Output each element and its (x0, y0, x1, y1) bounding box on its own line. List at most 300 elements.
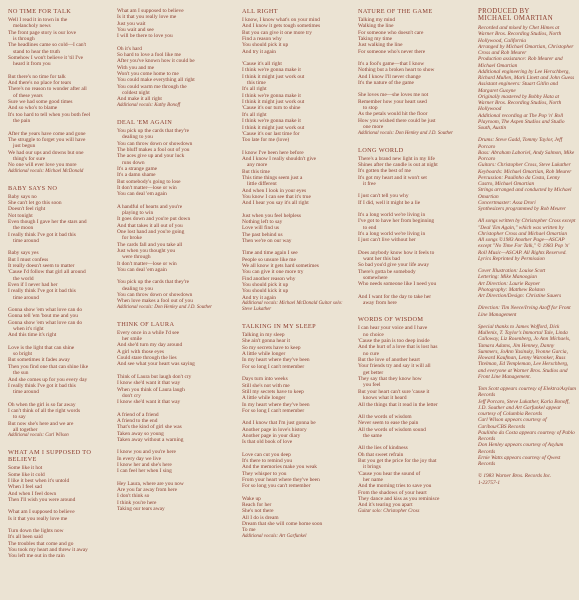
credit-line: Photography: Matthew Rolston (478, 286, 545, 293)
song-title: TALKING IN MY SLEEP (242, 323, 316, 331)
lyric-line: It's a damn shame (117, 172, 156, 179)
credits-heading: PRODUCED BY (478, 8, 530, 15)
credit-line: Arranged by Michael Omartian, Christopher Cross and Rob Meurer (478, 43, 574, 56)
lyric-line: coldest night (122, 90, 150, 97)
lyric-line: You can give it one more try (242, 269, 304, 276)
credit-line: Keyboards: Michael Omartian, Rob Meurer (478, 168, 572, 175)
lyric-line: Oh that sweet refrain (358, 451, 404, 458)
lyric-line: In every day we live (117, 455, 162, 462)
song-spacer (117, 311, 227, 321)
lyric-line: But somebody's going to lose (117, 178, 181, 185)
lyric-line: Baby says yes (8, 250, 39, 257)
lyric-line: When I feel sad (8, 484, 42, 491)
lyric-line: And that takes it all out of you (117, 222, 183, 229)
lyric-line: The aces give up and your luck (117, 153, 185, 160)
lyric-line: It don't matter—lose or win (117, 184, 177, 191)
lyric-line: so bright (13, 351, 33, 358)
lyric-line: Won't you come home to me (117, 71, 179, 78)
lyric-line: heard it from you (13, 61, 51, 68)
lyric-line: I will be there to love you (117, 33, 173, 40)
lyric-line: I like it best when it's untold (8, 477, 70, 484)
lyric-line: knows what it heard (363, 395, 407, 402)
lyric-line: Then we're on our way (242, 238, 292, 244)
lyric-line: Just when you feel helpless (242, 212, 301, 219)
lyric-line: Shines after the candle is out at night (358, 161, 438, 168)
song-title: DEAL 'EM AGAIN (117, 118, 173, 126)
credit-line: Percussion: Paulinho da Costa, Lenny Castro, Michael Omartian (478, 174, 560, 187)
lyric-line: Days turn into weeks (242, 376, 288, 383)
lyric-line: no choice (363, 331, 384, 338)
lyric-line: get better (363, 369, 384, 376)
lyric-line: 'Cause you hear the sound of (358, 470, 421, 477)
lyrics-column-4 (358, 8, 468, 525)
lyric-line: The past behind us (242, 231, 283, 238)
lyric-line: It don't matter—lose or win (117, 260, 177, 267)
credit-line: Synthesizers programmed by Rob Meurer (478, 206, 566, 212)
lyric-line: I know she'd want it that way (117, 380, 181, 387)
lyric-line: 'Cause it's our turn to shine (242, 105, 301, 112)
lyric-line: You wait and see (117, 27, 154, 34)
credit-line: 1-23757-1 (478, 479, 501, 486)
lyric-line: I don't think so (117, 493, 150, 500)
lyrics-column-1 (8, 8, 113, 570)
lyric-line: Does anybody know how it feels to (358, 249, 435, 256)
lyric-line: You left me out in the rain (8, 553, 65, 560)
lyric-line: any more (247, 162, 268, 169)
song-spacer (358, 306, 468, 316)
lyric-line: They say that they know how (358, 376, 422, 383)
lyric-line: the pain (13, 118, 31, 125)
lyric-line: to say (13, 414, 26, 421)
credit-line: Lettering: Mike Manoogian (478, 274, 537, 281)
song-spacer (117, 512, 227, 522)
lyric-line: It's there to remind you (242, 457, 293, 464)
lyric-line: Too late for me (love) (242, 137, 290, 144)
lyric-line: A friend to the end (117, 417, 158, 424)
lyric-line: Never seem to ease the pain (358, 420, 419, 427)
lyric-line: away from here (363, 300, 397, 307)
lyric-line: She's not there (242, 508, 274, 515)
lyric-line: They dance and kiss as you reminisce (358, 495, 440, 502)
song-title: LONG WORLD (358, 146, 404, 154)
lyric-line: Love will find us (242, 225, 279, 232)
lyric-line: I think we're gonna make it (242, 118, 301, 125)
lyric-line: You pick up the cards that they're (117, 127, 189, 134)
lyric-line: It's all right (242, 86, 267, 93)
lyric-line: A handful of hearts and you're (117, 203, 183, 210)
lyric-line: I think it might just work out (242, 73, 305, 80)
lyric-line: You could warm me through the (117, 83, 187, 90)
lyric-line: One lost hand and you're going (117, 228, 185, 235)
lyric-line: For so long I can't remember (242, 363, 305, 370)
lyric-line: the sun (13, 370, 29, 377)
lyric-line: All the lies of kindness (358, 445, 408, 452)
lyric-line: And try it again (242, 294, 276, 301)
lyric-line: A girl with those eyes (117, 348, 165, 355)
lyric-line: when it's right (13, 326, 44, 333)
lyric-line: From the shadows of your heart (358, 489, 427, 496)
lyric-line: After you've known how it could be (117, 58, 195, 65)
credit-line: Special thanks to James Wofford, Dick Mullenix, T. Taylor's Immortal Tale, Linda Calloway, Liz Rosenberg, Jo Ann Michaels, Tamara Adams, Jim Henney, Danny Summers, JoAnn Yasinsky, Yvonne Garcia, Howard Kaufman, Lenny Waronker, Russ Titelman, Ed Templeman, Lee Herschberg, and everyone at Warner Bros. Studios and Front Line Management. (478, 323, 571, 380)
lyric-line: And there's no place for tears (8, 80, 72, 87)
credit-line: Originally mastered by Bobby Hata at Warner Bros. Recording Studios, North Hollywood (478, 93, 562, 113)
lyric-line: I really think I've got it bad this (8, 231, 76, 238)
lyric-line: Remember how your heart used (358, 98, 427, 105)
lyric-line: It's a strange game (117, 165, 158, 172)
lyric-line: When you think of Laura laugh (117, 386, 185, 393)
lyric-line: For someone who doesn't care (358, 29, 424, 36)
lyric-line: Then you find one that can shine like (8, 363, 89, 370)
lyric-line: The cards fall and you take all (117, 241, 183, 248)
lyric-line: The troubles that come and go (8, 540, 74, 547)
lyric-line: Sure we had some good times (8, 99, 73, 106)
lyric-line: I really think I've got it bad this (8, 382, 76, 389)
lyric-line: I think it might just work out (242, 124, 305, 131)
lyric-line: thing's for sure (13, 155, 46, 162)
lyric-line: Gonna show 'em what love can do (8, 319, 83, 326)
lyric-line: 'Cause the pain is too deep inside (358, 338, 430, 345)
lyric-line: I know her and she's here (117, 461, 172, 468)
lyric-line: Is it that you really love me (8, 515, 68, 522)
lyric-line: You can deal 'em again (117, 191, 167, 198)
lyrics-column-2 (117, 8, 227, 522)
lyric-line: Baby says no (8, 193, 37, 200)
lyric-line: All the things that it read in the letter (358, 401, 438, 408)
lyric-line: They whisper to you (242, 470, 287, 477)
lyric-line: Doesn't feel right (8, 206, 46, 213)
song-spacer (242, 313, 354, 323)
lyric-line: Nothing left to say (242, 218, 283, 225)
song-credit: Additional vocals: Art Garfunkel (242, 533, 307, 539)
lyric-line: It really doesn't seem to matter (8, 263, 75, 269)
lyric-line: You can throw down or showdown (117, 140, 193, 147)
song-spacer (117, 109, 227, 119)
lyric-line: Just walking the line (358, 42, 403, 49)
lyric-line: Think of Laura but laugh don't cry (117, 373, 192, 380)
lyric-line: Taking our tears away (117, 506, 165, 512)
lyric-line: Talking my mind (358, 17, 396, 23)
song-title: NATURE OF THE GAME (358, 8, 433, 15)
lyric-line: And so who's to blame (8, 105, 58, 112)
song-title: NO TIME FOR TALK (8, 8, 72, 15)
lyric-line: Who needs someone like I need you (358, 281, 437, 288)
lyric-line: It's got my heart and it won't set (358, 174, 427, 181)
lyric-line: Could stare through the lies (117, 355, 177, 362)
lyric-line: Wake up (242, 495, 261, 502)
lyric-line: All I do is dream (242, 514, 279, 521)
lyric-line: to stop (363, 105, 378, 112)
lyric-line: time around (13, 294, 39, 301)
lyric-line: the same (363, 432, 383, 439)
song-spacer (8, 175, 113, 185)
song-spacer (242, 540, 354, 550)
lyric-line: And see what your heart was saying (117, 361, 195, 368)
lyric-line: Hey Laura, where are you now (117, 480, 184, 487)
lyric-line: And try it again (242, 48, 276, 55)
lyric-line: stand to hear the truth (13, 48, 61, 55)
lyric-line: And the hurt of a love that is lost has (358, 344, 438, 351)
lyric-line: As the petals would hit the floor (358, 111, 428, 118)
lyric-line: Some like it hot (8, 465, 43, 472)
song-credit: Additional vocals: Don Henley and J.D. Souther (117, 304, 213, 310)
lyric-line: want her this bad (363, 255, 400, 262)
song-credit: Additional vocals: Carl Wilson (8, 433, 69, 439)
lyric-line: were through (122, 254, 151, 261)
lyric-line: You can deal 'em again (117, 267, 167, 274)
lyric-line: Oh when the girl is so far away (8, 401, 76, 408)
lyric-line: I know, I know what's on your mind (242, 17, 320, 23)
lyric-line: Not tonight (8, 212, 33, 219)
lyric-line: So hard to love a fool like me (117, 52, 181, 59)
lyric-line: You should pick it up (242, 42, 289, 49)
lyric-line: time around (13, 389, 39, 396)
lyric-line: To me (242, 527, 256, 534)
lyric-line: Still she's not with me (242, 382, 290, 389)
lyric-line: With you and me (117, 64, 155, 71)
producer-name: MICHAEL OMARTIAN (478, 15, 554, 22)
lyric-line: Still my secrets have to keep (242, 388, 304, 395)
lyric-line: We all know it gets hard sometimes (242, 263, 319, 270)
lyric-line: And when I feel down (8, 490, 57, 497)
lyric-line: I know she'd want it that way (117, 399, 181, 406)
credit-line: All songs written by Christopher Cross except "Deal 'Em Again," which was written by Christopher Cross and Michael Omartian (478, 218, 576, 237)
lyric-line: Gonna tell 'em 'bout me and you (8, 313, 78, 320)
lyric-line: She can't let go this soon (8, 199, 62, 206)
credit-line: Direction: Tim Neece/Irving Azoff for Front Line Management (478, 305, 571, 318)
lyric-line: And make it all right (117, 96, 162, 103)
lyric-line: playing to win (122, 209, 154, 216)
lyric-line: Some like it cold (8, 471, 45, 478)
lyric-line: So my secrets have to keep (242, 344, 301, 351)
credit-line: Ernie Watts appears courtesy of Qwest Records (478, 454, 561, 467)
lyric-line: time around (13, 237, 39, 244)
lyric-line: She ain't gonna hear it (242, 338, 290, 345)
lyric-line: it brings (363, 464, 381, 471)
lyric-line: Then I'll wish you were around (8, 496, 76, 503)
lyric-line: And it's tearing you apart (358, 502, 413, 509)
lyric-line: There's gotta be somebody (358, 268, 416, 275)
song-spacer (8, 439, 113, 449)
lyric-line: There's no reason to wonder after all (8, 86, 87, 93)
lyric-line: But there's no time for talk (8, 73, 66, 80)
lyric-line: A friend of a friend (117, 411, 159, 418)
lyric-line: runs down (122, 159, 145, 166)
lyric-line: Gonna show 'em what love can do (8, 307, 83, 314)
lyric-line: All the words of wisdom (358, 413, 412, 420)
lyric-line: And she comes up for you every day (8, 376, 88, 383)
lyric-line: Find another reason why (242, 275, 296, 282)
lyric-line: Turn down the lights now (8, 528, 64, 534)
lyric-line: But the love of another heart (358, 357, 420, 364)
lyric-line: all together (13, 426, 38, 433)
lyric-line: dealing to you (122, 134, 153, 141)
lyric-line: to end (363, 224, 377, 231)
song-credit: Additional vocals: Don Henley and J.D. Souther (358, 130, 454, 136)
lyric-line: I can feel her when I sing (117, 468, 172, 475)
lyric-line: And I hear you say it's all right (242, 200, 309, 207)
credit-line: Strings arranged and conducted by Michael Omartian (478, 187, 572, 200)
lyric-line: her name (363, 476, 383, 483)
lyric-line: I can't think of all the right words (8, 407, 81, 414)
song-spacer (358, 515, 468, 525)
song-spacer (8, 560, 113, 570)
credit-line: Drums: Steve Gadd, Tommy Taylor, Jeff Porcaro (478, 137, 563, 150)
lyric-line: It goes down and you're put down (117, 216, 191, 223)
credit-line: Production assistance: Rob Meurer and Michael Omartian (478, 56, 563, 69)
lyric-line: I think we're gonna make it (242, 92, 301, 99)
lyric-line: It's the nature of the game (358, 80, 414, 87)
credit-line: Tom Scott appears courtesy of Elektra/Asylum Records (478, 386, 576, 399)
lyric-line: It's all right (242, 111, 267, 118)
lyric-line: If I did, well it might be a lie (358, 199, 421, 206)
lyric-line: don't cry (122, 392, 141, 399)
lyric-line: Talking in my sleep (242, 332, 285, 339)
lyric-line: Is that old book of love (242, 439, 293, 446)
lyric-line: the world (13, 275, 34, 282)
lyric-line: you feel (363, 382, 381, 389)
lyric-line: How you wished there could be just (358, 117, 436, 124)
credits-column (478, 8, 576, 486)
lyric-line: Taken away without a warning (117, 436, 184, 443)
lyric-line: When love makes a fool out of you (117, 298, 193, 305)
lyric-line: But sometimes it fades away (8, 357, 70, 364)
lyric-line: Even though I gave her the stars and (8, 218, 87, 225)
lyric-line: Are you far away from here (117, 486, 178, 493)
lyric-line: I know I've been here before (242, 149, 304, 156)
song-title: BABY SAYS NO (8, 184, 58, 192)
lyric-line: A little while longer (242, 351, 286, 358)
lyric-line: But your heart can't sure 'cause it (358, 388, 430, 395)
lyric-line: People so unsure like me (242, 256, 296, 263)
lyric-line: And I want for the day to take her (358, 293, 432, 300)
lyric-line: You can throw down or showdown (117, 292, 193, 299)
lyric-line: From your heart where they've been (242, 476, 320, 483)
lyric-line: dealing to you (122, 285, 153, 292)
lyric-line: All the words of wisdom sound (358, 426, 426, 433)
lyric-line: For someone who's never there (358, 48, 426, 55)
credit-line: Don Henley appears courtesy of Asylum Records (478, 442, 564, 455)
lyric-line: Walking the line (358, 23, 394, 30)
lyric-line: In my heart where they've been (242, 401, 310, 408)
lyric-line: What am I supposed to believe (117, 8, 184, 14)
credit-line: Additional engineering by Lee Herschberg, Richard Mullen, Mark Linett and John Guess (478, 68, 575, 81)
lyric-line: I can hear your voice and I have (358, 325, 428, 332)
lyric-line: Your friends try and say it will all (358, 363, 431, 370)
lyric-line: After the years have come and gone (8, 130, 86, 137)
lyric-line: is through (13, 36, 35, 43)
lyric-line: 'Cause it's our last time for (242, 130, 300, 137)
lyric-line: You pick up the cards that they're (117, 279, 189, 286)
lyric-line: She loves me—she loves me not (358, 92, 429, 99)
credit-line: Bass: Abraham Laboriel, Andy Salmon, Mike Porcaro (478, 149, 575, 162)
lyric-line: We had our ups and downs but one (8, 149, 84, 156)
lyric-line: There's a brand new light in my life (358, 155, 435, 162)
lyric-line: You know I can see that it's true (242, 193, 311, 200)
lyric-line: The struggle to forget you will have (8, 136, 86, 143)
lyric-line: But you can give it one more try (242, 29, 312, 36)
lyric-line: A little while longer (242, 395, 286, 402)
lyric-line: What am I supposed to believe (8, 509, 75, 516)
lyric-line: 'Cause it's all right (242, 61, 282, 68)
lyric-line: And I know I really shouldn't give (242, 155, 317, 162)
lyric-line: In my heart where they've been (242, 357, 310, 364)
lyric-line: one more (363, 124, 384, 131)
lyric-line: Is it that you really love me (117, 14, 177, 21)
lyric-line: You took my heart and threw it away (8, 547, 88, 554)
lyric-line: Just when you thought you (117, 248, 176, 254)
lyric-line: Somehow I won't believe it 'til I've (8, 55, 84, 62)
lyric-line: Reach for her (242, 502, 272, 508)
lyric-line: just begun (13, 143, 36, 150)
lyric-line: I've got to have her from beginning (358, 218, 435, 225)
lyric-line: And this time it's right (8, 332, 57, 339)
lyric-line: it free (363, 180, 376, 187)
credit-line: Jeff Porcaro, Steve Lukather, Karla Bonoff, J.D. Souther and Art Garfunkel appear courtesy of Columbia Records (478, 398, 570, 417)
lyrics-column-3 (242, 8, 354, 550)
credit-line: Carl Wilson appears courtesy of Caribou/CBS Records (478, 417, 547, 430)
credit-line: © 1983 Warner Bros. Records Inc. (478, 473, 552, 480)
song-title: WORDS OF WISDOM (358, 316, 424, 324)
lyric-line: no cure (363, 350, 380, 357)
lyric-line: And when I look in your eyes (242, 187, 307, 194)
lyric-line: I really think I've got it bad this (8, 288, 76, 295)
lyric-line: Taking my time (358, 36, 393, 43)
lyric-line: Love is the light that can shine (8, 344, 75, 351)
lyric-line: for broke (122, 235, 142, 242)
credit-line: Concertmaster: Assa Drori (478, 199, 536, 206)
lyric-line: Just you wait (117, 20, 146, 27)
lyric-line: Time and time again I see (242, 250, 298, 257)
lyric-line: Well I read it in town in the (8, 17, 68, 23)
lyric-line: Love can cut you deep (242, 451, 291, 458)
lyric-line: And she'd turn my day around (117, 342, 183, 349)
lyric-line: I know you and you're here (117, 449, 176, 456)
song-title: THINK OF LAURA (117, 320, 175, 328)
lyric-line: But I must confess (8, 256, 49, 263)
credit-line: Paulinho da Costa appears courtesy of Pablo Records (478, 429, 575, 442)
lyric-line: But you get the price for the joy that (358, 457, 437, 464)
credit-line: All songs ©1983 Another Page—ASCAP except "No Time For Talk," © 1983 Pop 'n' Roll Music—ASCAP. All Rights Reserved. Lyrics Reprinted by Permission (478, 237, 570, 262)
lyric-line: And the morning tries to save you (358, 483, 432, 490)
lyric-line: somewhere (363, 275, 388, 281)
lyric-line: But this time (242, 168, 270, 175)
lyric-line: 'Cause I'd follow that girl all around (8, 269, 86, 276)
lyric-line: But now she's here and we are (8, 420, 74, 427)
song-title: WHAT AM I SUPPOSED TO BELIEVE (8, 449, 92, 464)
lyric-line: So bad you'd give your life away (358, 262, 430, 269)
song-title: ALL RIGHT (242, 8, 278, 15)
song-credit: Guitar solo: Christopher Cross (358, 508, 420, 514)
lyric-line: And I know I'll never change (358, 73, 421, 80)
lyric-line: little different (247, 181, 277, 188)
lyric-line: And the memories make you weak (242, 464, 317, 471)
lyric-line: For so long I can't remember (242, 407, 305, 414)
lyric-line: I think you're here (117, 499, 157, 506)
song-credit: Additional vocals: Michael McDonald (8, 168, 84, 174)
credit-line: Guitars: Christopher Cross, Steve Lukather (478, 162, 571, 169)
credit-line: Art Direction/Design: Christine Sauers (478, 293, 562, 299)
lyric-line: The bluff makes a fool out of you (117, 146, 190, 153)
credit-line: Additional recording at The Pop 'n' Roll Playroom, The Aspen Studios and Studio South, Austin (478, 112, 565, 131)
lyric-line: You should pick it up (242, 282, 289, 289)
lyric-line: Taken away so young (117, 430, 164, 437)
lyric-line: This time things seem just a (242, 174, 303, 181)
lyric-line: Dream that she will come home soon (242, 521, 323, 528)
lyric-line: I think it might just work out (242, 99, 305, 106)
lyric-line: And I know it gets tough sometimes (242, 23, 321, 30)
lyric-line: I just can't live without her (358, 237, 416, 244)
lyric-line: You could make everything all right (117, 77, 195, 84)
